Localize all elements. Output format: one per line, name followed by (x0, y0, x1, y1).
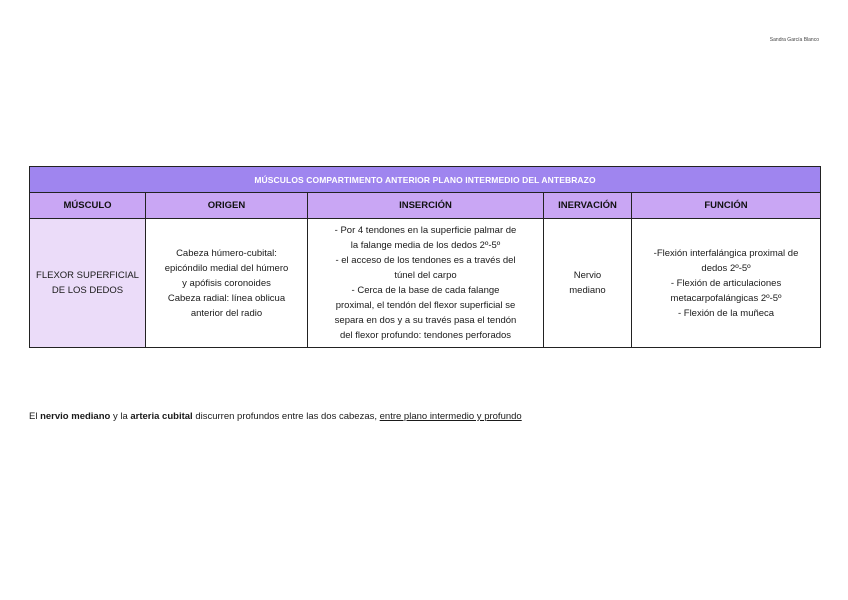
insertion-line: - Por 4 tendones en la superficie palmar de (334, 225, 517, 236)
function-line: - Flexión de articulaciones (670, 277, 782, 289)
insertion-line: separa en dos y a su través pasa el tendón (334, 315, 517, 326)
note-bold-artery: arteria cubital (130, 411, 193, 422)
column-header-insertion: INSERCIÓN (308, 193, 544, 219)
column-header-muscle: MÚSCULO (30, 193, 146, 219)
muscle-table (29, 166, 821, 348)
innervation-line: mediano (569, 285, 606, 296)
insertion-line: - el acceso de los tendones es a través del (335, 255, 516, 266)
column-header-function: FUNCIÓN (632, 193, 821, 219)
insertion-line: túnel del carpo (394, 270, 457, 281)
insertion-line: - Cerca de la base de cada falange (351, 285, 500, 296)
table-title-row (30, 167, 821, 193)
function-cell (632, 219, 821, 348)
table-row (30, 219, 821, 348)
muscle-name-line: DE LOS DEDOS (51, 285, 124, 296)
origin-line: Cabeza radial: línea oblicua (167, 292, 286, 304)
function-line: dedos 2º-5º (701, 262, 751, 274)
insertion-line: proximal, el tendón del flexor superficial se (335, 300, 516, 311)
function-line: - Flexión de la muñeca (677, 307, 775, 319)
note-underlined-text: entre plano intermedio y profundo (379, 411, 522, 422)
note-paragraph (29, 411, 522, 422)
note-text: y la (110, 411, 131, 422)
origin-line: y apófisis coronoides (182, 277, 271, 289)
insertion-line: la falange media de los dedos 2º-5º (350, 240, 501, 251)
note-text: El (29, 411, 41, 422)
note-text: discurren profundos entre las dos cabezas, (192, 411, 380, 422)
muscle-name-line: FLEXOR SUPERFICIAL (36, 270, 139, 281)
note-bold-nerve: nervio mediano (40, 411, 111, 422)
muscle-cell (30, 219, 146, 348)
origin-line: Cabeza húmero-cubital: (176, 247, 277, 259)
function-line: metacarpofalángicas 2º-5º (670, 292, 782, 304)
column-header-origin: ORIGEN (146, 193, 308, 219)
function-line: -Flexión interfalángica proximal de (653, 247, 799, 259)
author-name: Sandra García Blanco (769, 37, 819, 43)
table-title: MÚSCULOS COMPARTIMENTO ANTERIOR PLANO INTERMEDIO DEL ANTEBRAZO (30, 167, 821, 193)
table-header-row (30, 193, 821, 219)
origin-line: epicóndilo medial del húmero (164, 262, 289, 274)
origin-cell (146, 219, 308, 348)
insertion-line: del flexor profundo: tendones perforados (339, 330, 512, 341)
column-header-innervation: INERVACIÓN (544, 193, 632, 219)
innervation-cell (544, 219, 632, 348)
origin-line: anterior del radio (190, 307, 263, 319)
insertion-cell (308, 219, 544, 348)
innervation-line: Nervio (573, 270, 602, 281)
